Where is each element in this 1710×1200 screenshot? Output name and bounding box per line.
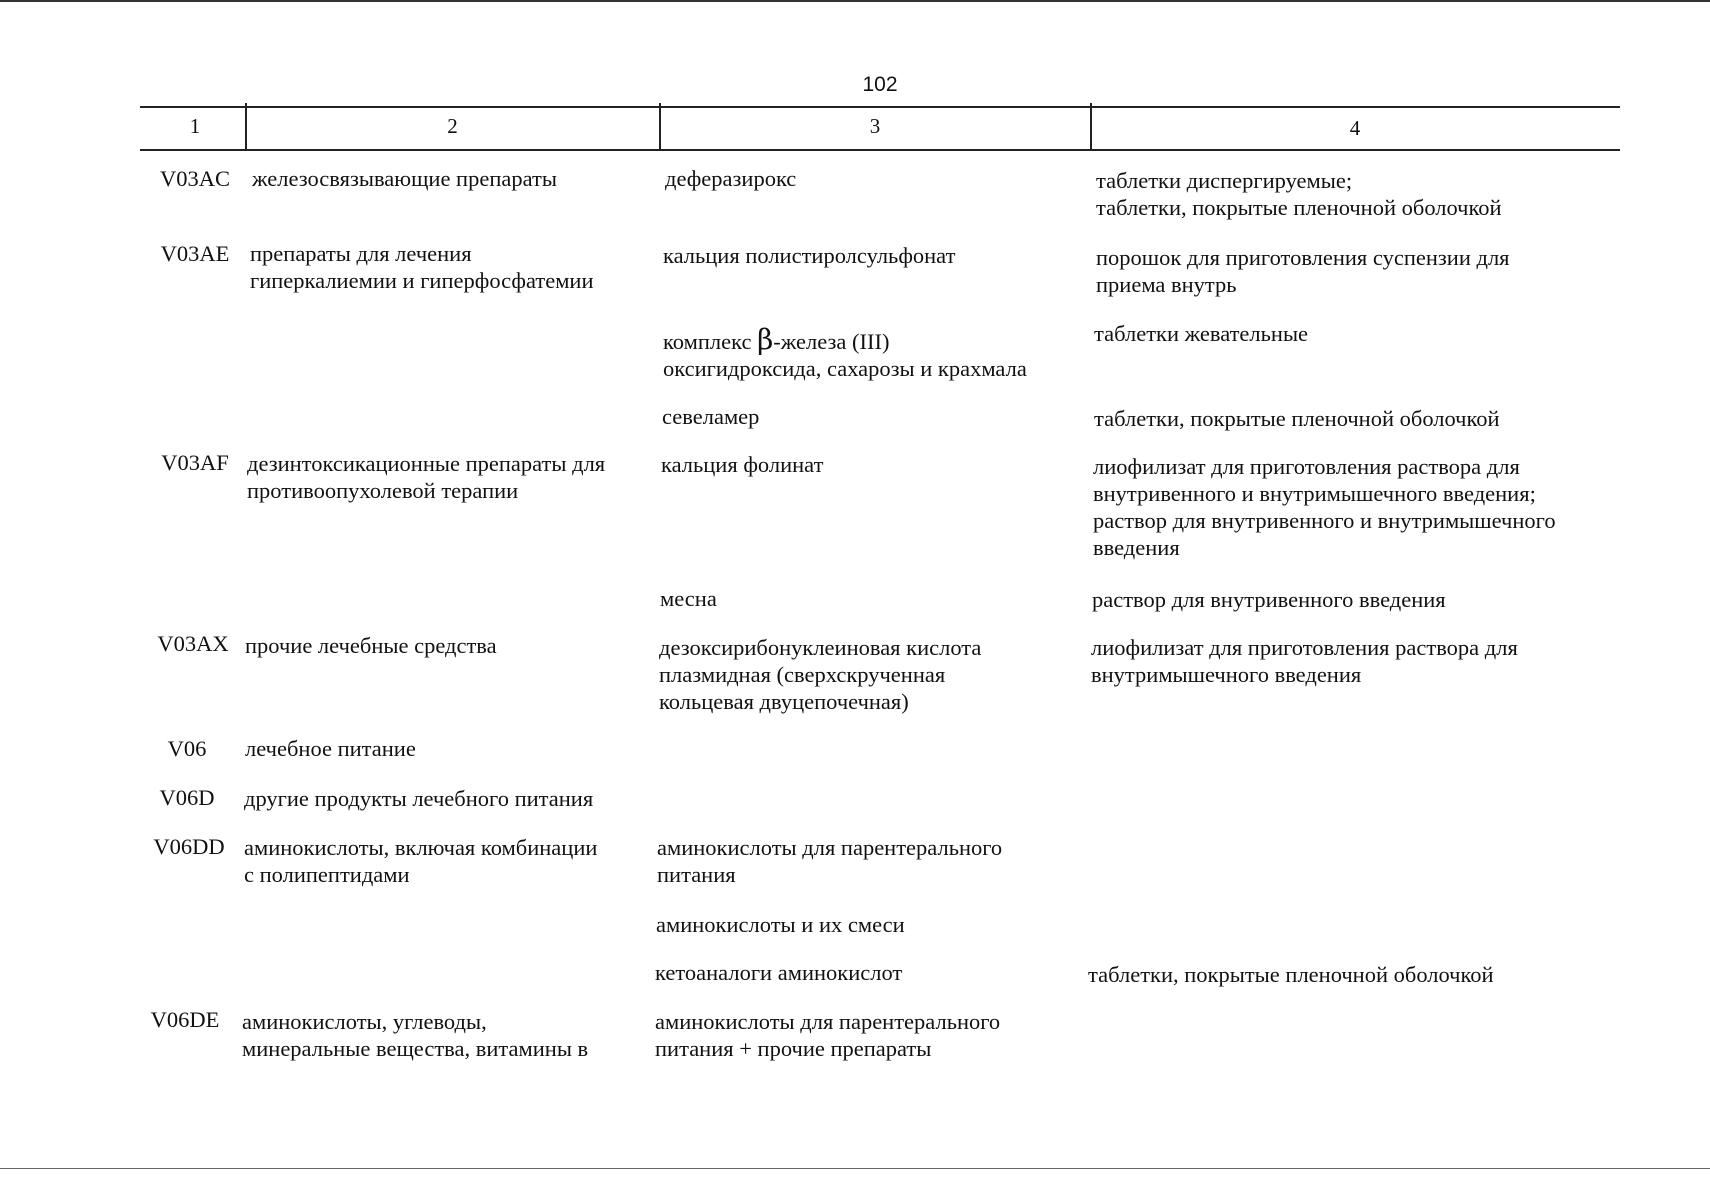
substance-name: аминокислоты и их смеси (656, 912, 905, 937)
substance-name: дезоксирибонуклеиновая кислота плазмидная (сверхскрученная кольцевая двуцепочечная) (659, 635, 982, 714)
scan-top-edge (0, 0, 1710, 2)
atc-code: V03AC (159, 166, 230, 191)
group-name: железосвязывающие препараты (252, 166, 557, 191)
column-header-2: 2 (447, 114, 458, 138)
atc-code: V06D (159, 785, 215, 810)
dosage-form: лиофилизат для приготовления раствора для внутривенного и внутримышечного введения; раствор для внутривенного и внутримышечного введения (1093, 454, 1556, 560)
group-name: прочие лечебные средства (245, 633, 497, 658)
column-divider (1090, 103, 1092, 151)
group-name: лечебное питание (245, 736, 416, 761)
substance-name: аминокислоты для парентерального питания + прочие препараты (655, 1009, 1001, 1061)
group-name: аминокислоты, углеводы, минеральные вещества, витамины в (242, 1009, 589, 1061)
column-header-1: 1 (189, 114, 201, 138)
substance-name: кетоаналоги аминокислот (655, 960, 903, 985)
dosage-form: лиофилизат для приготовления раствора для внутримышечного введения (1091, 635, 1518, 687)
substance-name: месна (660, 586, 717, 611)
group-name: дезинтоксикационные препараты для противоопухолевой терапии (247, 451, 606, 503)
table-header-bottom-rule (140, 149, 1620, 151)
column-divider (245, 103, 247, 151)
substance-name: кальция полистиролсульфонат (663, 243, 956, 268)
table-top-rule (140, 106, 1620, 108)
atc-code: V06DE (150, 1007, 220, 1032)
group-name: препараты для лечения гиперкалиемии и гиперфосфатемии (250, 241, 594, 293)
group-name: аминокислоты, включая комбинации с полипептидами (244, 835, 598, 887)
column-divider (659, 103, 661, 151)
column-header-4: 4 (1349, 116, 1361, 140)
substance-name: комплекс β-железа (III) оксигидроксида, сахарозы и крахмала (663, 323, 1027, 381)
scan-bottom-edge (0, 1168, 1710, 1169)
dosage-form: таблетки, покрытые пленочной оболочкой (1088, 962, 1494, 987)
substance-name: аминокислоты для парентерального питания (657, 835, 1003, 887)
atc-code: V03AE (160, 241, 230, 266)
substance-name: севеламер (662, 404, 760, 429)
substance-name: деферазирокс (665, 166, 797, 191)
dosage-form: таблетки диспергируемые; таблетки, покрытые пленочной оболочкой (1096, 168, 1502, 220)
atc-code: V03AF (161, 450, 229, 475)
substance-name: кальция фолинат (661, 452, 824, 477)
atc-code: V03AX (157, 631, 229, 656)
atc-code: V06DD (153, 834, 225, 859)
page-number: 102 (862, 73, 898, 96)
atc-code: V06 (167, 736, 207, 761)
column-header-3: 3 (869, 114, 881, 138)
dosage-form: таблетки жевательные (1094, 321, 1309, 346)
dosage-form: таблетки, покрытые пленочной оболочкой (1094, 406, 1500, 431)
dosage-form: раствор для внутривенного введения (1092, 587, 1446, 612)
dosage-form: порошок для приготовления суспензии для приема внутрь (1096, 245, 1510, 297)
group-name: другие продукты лечебного питания (244, 786, 594, 811)
